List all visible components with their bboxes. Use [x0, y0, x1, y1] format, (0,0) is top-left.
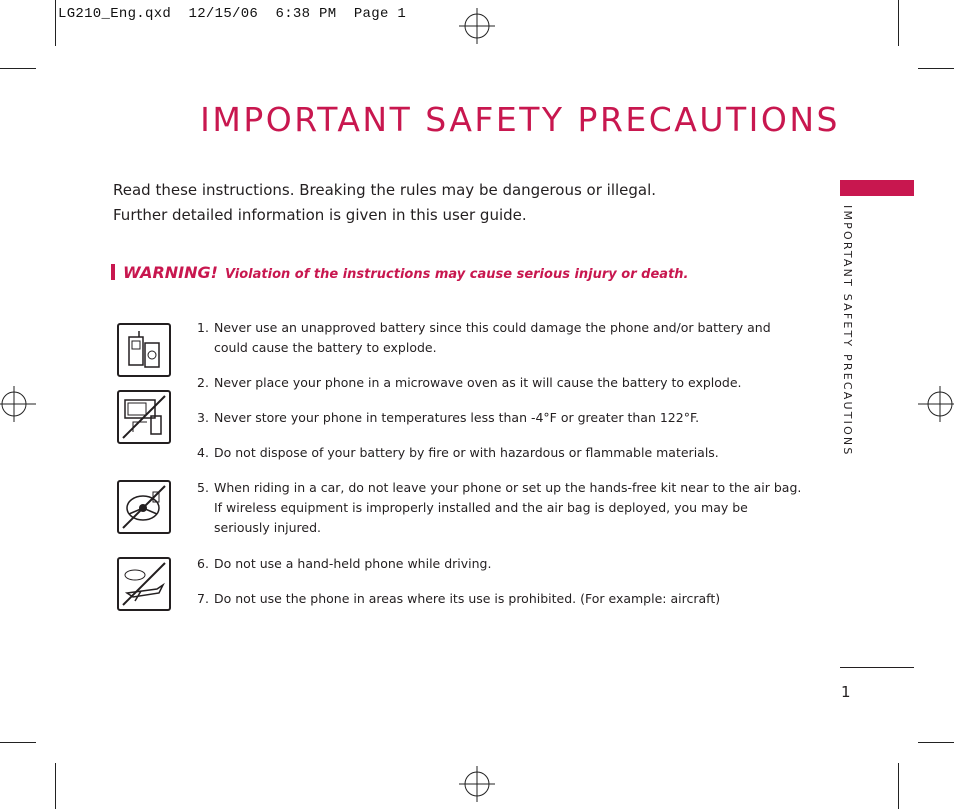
registration-mark-left: [0, 386, 36, 422]
warning-label: WARNING!: [123, 263, 218, 282]
microwave-icon: [117, 390, 171, 444]
list-item: 1. Never use an unapproved battery since this could damage the phone and/or battery and could cause the battery to explode.: [197, 320, 771, 355]
aircraft-prohibited-icon: [117, 557, 171, 611]
list-item: 2. Never place your phone in a microwave oven as it will cause the battery to explode.: [197, 375, 742, 390]
list-item: 3. Never store your phone in temperatures less than -4°F or greater than 122°F.: [197, 410, 700, 425]
page-number-rule: [840, 667, 914, 668]
phone-battery-icon: [117, 323, 171, 377]
crop-mark-bl-h: [0, 742, 36, 743]
side-section-label: IMPORTANT SAFETY PRECAUTIONS: [841, 205, 854, 457]
warning-text: Violation of the instructions may cause serious injury or death.: [224, 267, 689, 282]
list-item: 6. Do not use a hand-held phone while driving.: [197, 556, 492, 571]
crop-mark-tl-v: [55, 0, 56, 46]
warning-banner: [111, 262, 688, 282]
intro-line-2: Further detailed information is given in this user guide.: [113, 206, 527, 224]
list-item: 7. Do not use the phone in areas where its use is prohibited. (For example: aircraft): [197, 591, 721, 606]
registration-mark-right: [918, 386, 954, 422]
section-tab: [840, 180, 914, 196]
steering-wheel-prohibited-icon: [117, 480, 171, 534]
page-number: 1: [841, 683, 851, 701]
warning-bar: [111, 264, 115, 280]
page-title: IMPORTANT SAFETY PRECAUTIONS: [200, 100, 840, 139]
intro-paragraph: [113, 178, 656, 228]
crop-mark-br-v: [898, 763, 899, 809]
list-item: 4. Do not dispose of your battery by fire or with hazardous or flammable materials.: [197, 445, 719, 460]
list-item: 5. When riding in a car, do not leave your phone or set up the hands-free kit near to the air bag. If wireless equipment is improperly installed and the air bag is deployed, you may be seriously injured.: [197, 480, 802, 535]
crop-mark-tl-h: [0, 68, 36, 69]
registration-mark-top: [459, 8, 495, 44]
crop-mark-bl-v: [55, 763, 56, 809]
registration-mark-bottom: [459, 766, 495, 802]
crop-mark-br-h: [918, 742, 954, 743]
crop-mark-tr-h: [918, 68, 954, 69]
print-slug: LG210_Eng.qxd 12/15/06 6:38 PM Page 1: [58, 6, 407, 22]
intro-line-1: Read these instructions. Breaking the rules may be dangerous or illegal.: [113, 181, 657, 199]
crop-mark-tr-v: [898, 0, 899, 46]
